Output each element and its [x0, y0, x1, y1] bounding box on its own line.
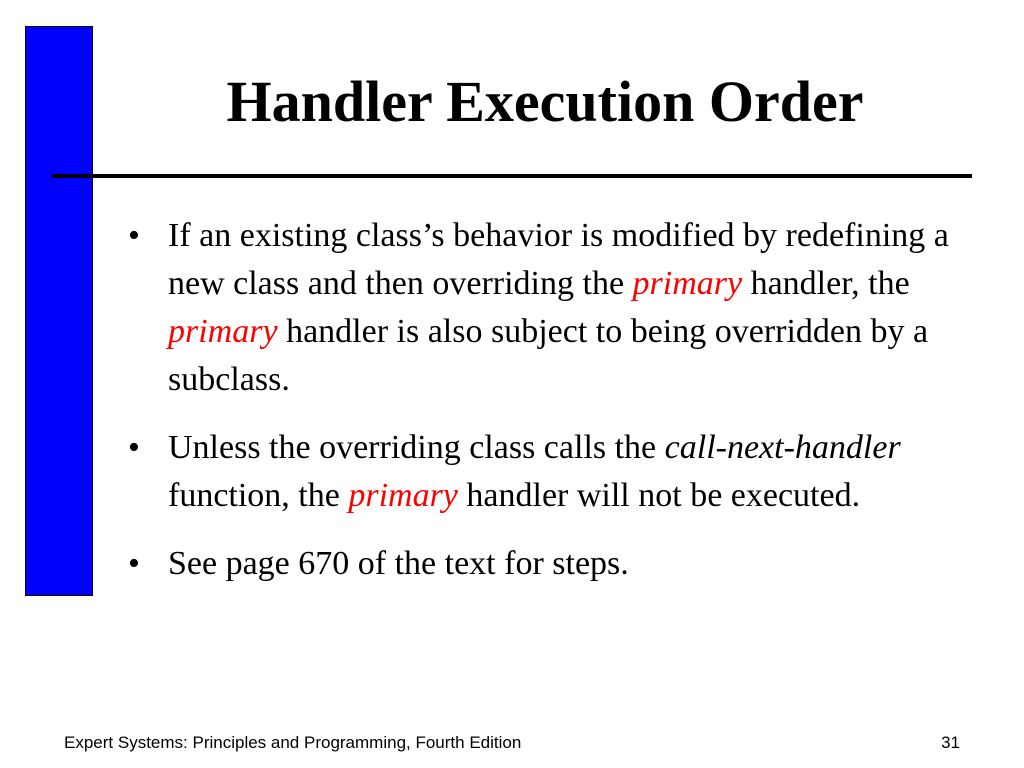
bullet-item-3	[120, 540, 960, 588]
bullet-item-1	[120, 212, 960, 404]
text-segment: handler, the	[742, 265, 910, 302]
bullet-marker: •	[128, 545, 140, 582]
emphasis-function-name: call-next-handler	[664, 429, 901, 466]
emphasis-primary: primary	[168, 313, 278, 350]
text-segment: If an existing class’s behavior is modified by redefining a new class and then overriding the	[168, 217, 949, 302]
bullet-text: See page 670 of the text for steps.	[168, 545, 629, 582]
bullet-text	[168, 217, 949, 398]
text-segment: function, the	[168, 477, 349, 514]
bullet-marker: •	[128, 217, 140, 254]
text-segment: handler is also subject to being overridden by a subclass.	[168, 313, 929, 398]
slide-title: Handler Execution Order	[226, 69, 864, 134]
bullet-marker: •	[128, 429, 140, 466]
bullet-item-2	[120, 424, 960, 520]
emphasis-primary: primary	[348, 477, 458, 514]
footer-page-number: 31	[941, 733, 960, 752]
text-segment: handler will not be executed.	[457, 477, 861, 514]
text-segment: Unless the overriding class calls the	[168, 429, 665, 466]
footer-book-title: Expert Systems: Principles and Programming, Fourth Edition	[64, 733, 522, 752]
bullet-text	[168, 429, 901, 514]
bullet-list	[120, 212, 960, 608]
blue-side-bar	[25, 26, 93, 596]
emphasis-primary: primary	[632, 265, 743, 302]
title-divider	[52, 174, 972, 178]
